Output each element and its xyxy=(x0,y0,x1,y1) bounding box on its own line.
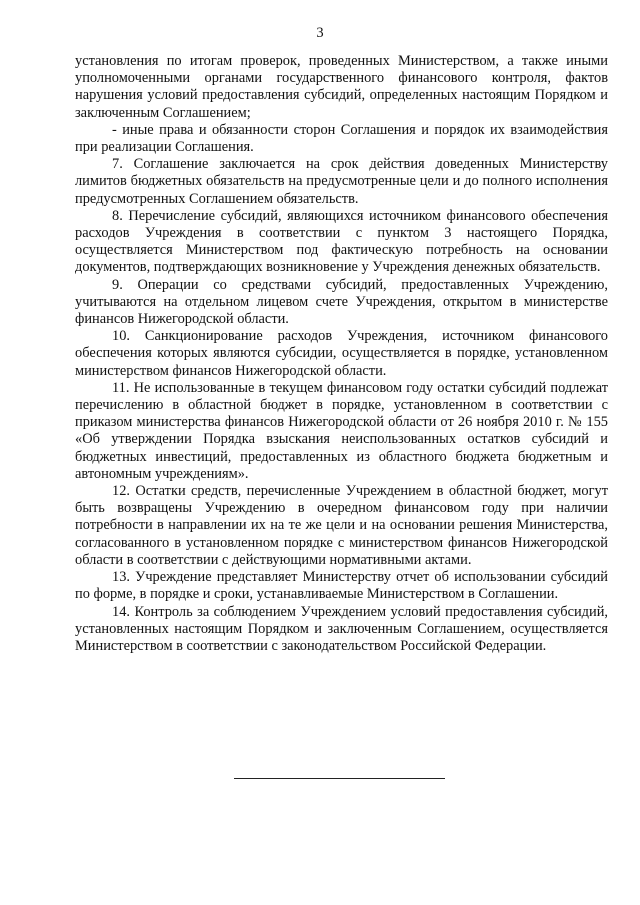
paragraph-14: 14. Контроль за соблюдением Учреждением условий предоставления субсидий, установленных настоящим Порядком и заключенным Соглашением, осуществляется Министерством в соответствии с законодательством Российской Федерации. xyxy=(75,603,608,654)
paragraph-9: 9. Операции со средствами субсидий, предоставленных Учреждению, учитываются на отдельном лицевом счете Учреждения, открытом в министерстве финансов Нижегородской области. xyxy=(75,276,608,328)
paragraph-13: 13. Учреждение представляет Министерству отчет об использовании субсидий по форме, в порядке и сроки, устанавливаемые Министерством в Соглашении. xyxy=(75,569,608,603)
paragraph-11: 11. Не использованные в текущем финансовом году остатки субсидий подлежат перечислению в областной бюджет в порядке, установленном в соответствии с приказом министерства финансов Нижегородской области от 26 ноября 2010 г. № 155 «Об утверждении Порядка взыскания неиспользованных остатков субсидий и бюджетных инвестиций, предоставленных из областного бюджета бюджетным и автономным учреждениям». xyxy=(75,379,608,482)
paragraph-10: 10. Санкционирование расходов Учреждения, источником финансового обеспечения которых являются субсидии, осуществляется в порядке, установленном министерством финансов Нижегородской области. xyxy=(75,328,608,379)
paragraph-8: 8. Перечисление субсидий, являющихся источником финансового обеспечения расходов Учреждения в соответствии с пунктом 3 настоящего Порядка, осуществляется Министерством под фактическую потребность на основании документов, подтверждающих возникновение у Учреждения денежных обязательств. xyxy=(75,207,608,276)
document-body xyxy=(75,53,608,655)
paragraph-7: 7. Соглашение заключается на срок действия доведенных Министерству лимитов бюджетных обязательств на предусмотренные цели и до полного исполнения предусмотренных Соглашением обязательств. xyxy=(75,156,608,207)
page-number: 3 xyxy=(316,25,324,41)
paragraph-continuation: установления по итогам проверок, проведенных Министерством, а также иными уполномоченными органами государственного финансового контроля, фактов нарушения условий предоставления субсидий, определенных настоящим Порядком и заключенным Соглашением; xyxy=(75,53,608,121)
paragraph-rights-list-item: - иные права и обязанности сторон Соглашения и порядок их взаимодействия при реализации Соглашения. xyxy=(75,121,608,156)
end-of-document-rule xyxy=(234,778,445,779)
paragraph-12: 12. Остатки средств, перечисленные Учреждением в областной бюджет, могут быть возвращены Учреждению в очередном финансовом году при наличии потребности в направлении их на те же цели и на основании решения Министерства, согласованного в установленном порядке с министерством финансов Нижегородской области в соответствии с действующими нормативными актами. xyxy=(75,483,608,568)
